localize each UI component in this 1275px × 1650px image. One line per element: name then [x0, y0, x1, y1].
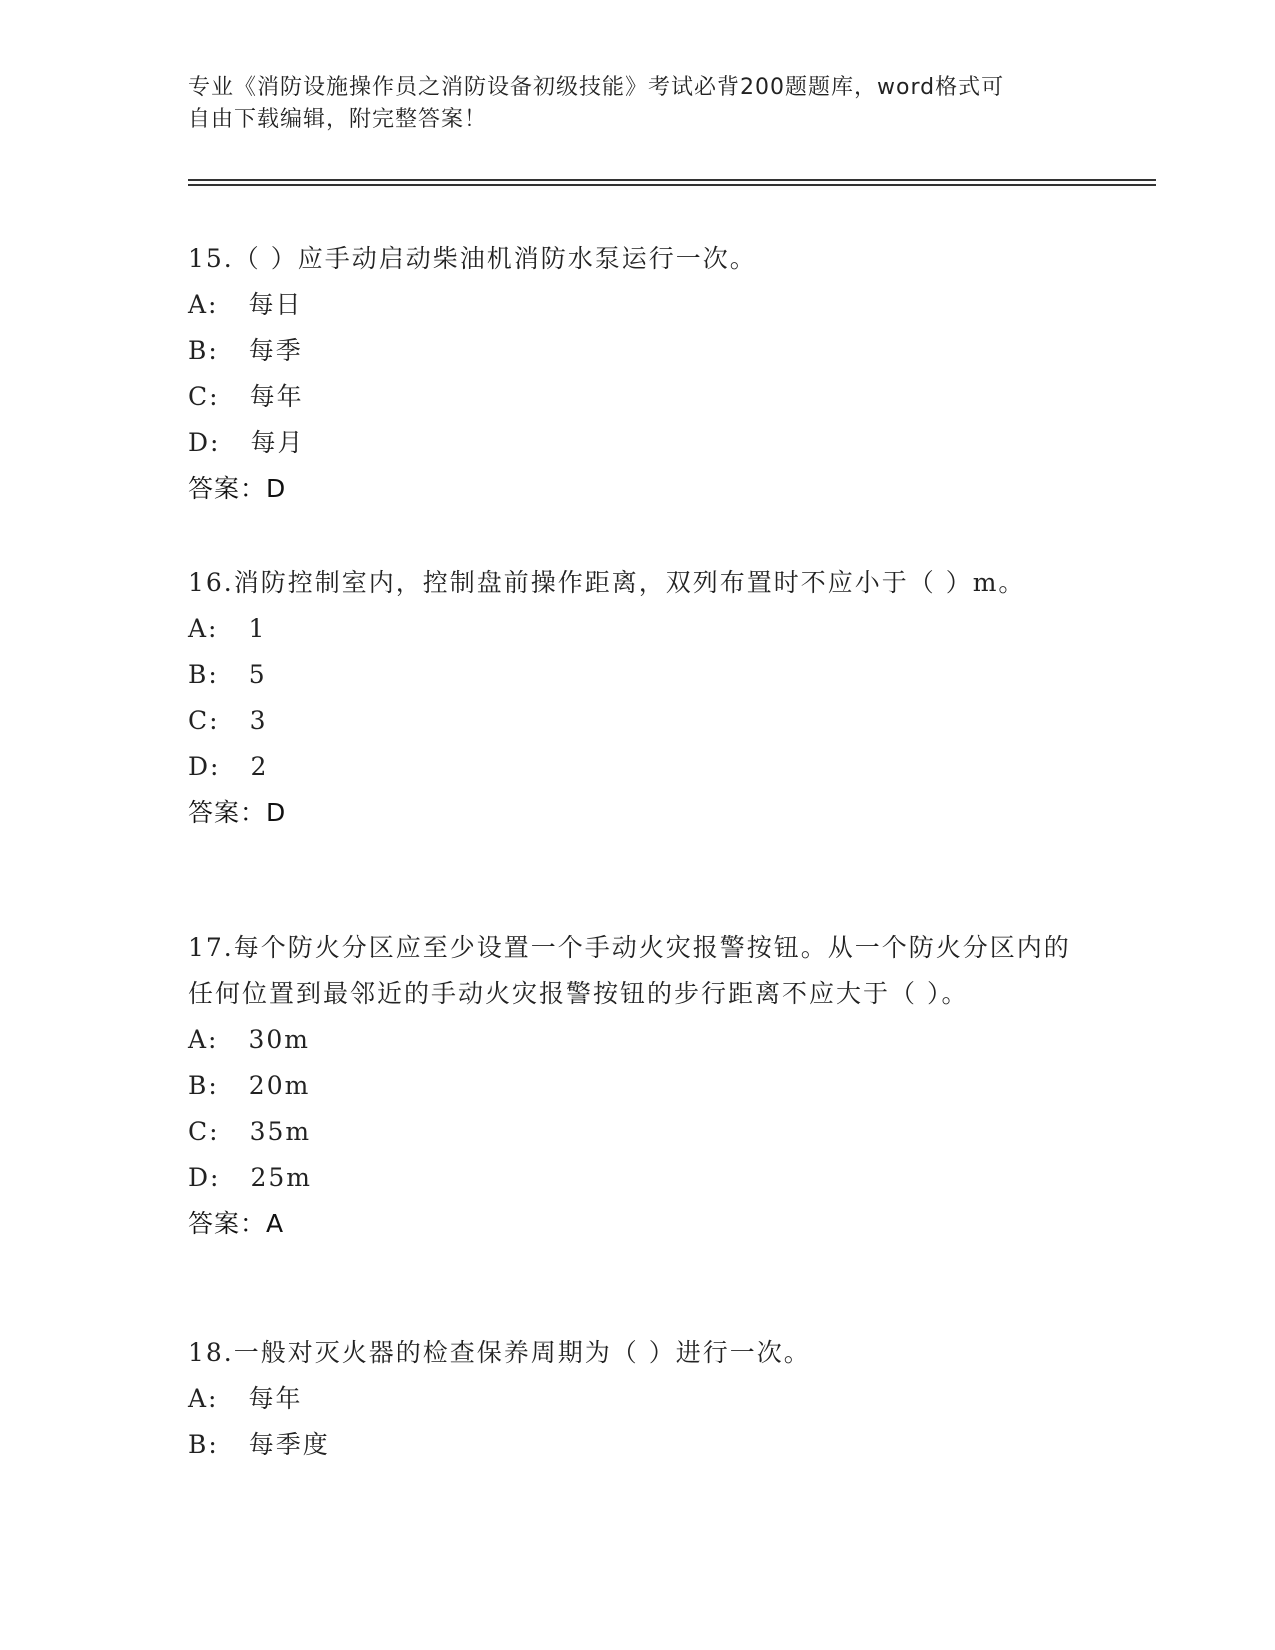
option-key: D:: [188, 1163, 221, 1192]
option-key: C:: [188, 706, 220, 735]
option-d: [188, 420, 1078, 466]
question-17: [188, 925, 1078, 1247]
option-text: 每月: [250, 428, 305, 457]
option-c: [188, 1109, 1078, 1155]
option-text: 每年: [248, 1384, 303, 1413]
option-key: C:: [188, 1117, 220, 1146]
question-stem: 18.一般对灭火器的检查保养周期为（ ）进行一次。: [188, 1338, 811, 1367]
option-c: [188, 374, 1078, 420]
option-d: [188, 1155, 1078, 1201]
option-text: 30m: [248, 1025, 311, 1054]
answer-line: 答案：D: [188, 798, 287, 827]
option-b: [188, 652, 1078, 698]
option-text: 每季: [248, 336, 303, 365]
option-text: 2: [250, 752, 269, 781]
option-text: 每日: [248, 290, 303, 319]
header-divider-bottom: [188, 184, 1156, 186]
option-a: [188, 606, 1078, 652]
option-key: D:: [188, 752, 221, 781]
option-d: [188, 744, 1078, 790]
question-18: [188, 1330, 1078, 1468]
option-key: D:: [188, 428, 221, 457]
option-key: A:: [188, 614, 219, 643]
option-text: 35m: [249, 1117, 312, 1146]
option-key: A:: [188, 290, 219, 319]
answer-line: 答案：A: [188, 1209, 285, 1238]
option-a: [188, 1017, 1078, 1063]
option-a: [188, 282, 1078, 328]
option-text: 每年: [249, 382, 304, 411]
answer-line: 答案：D: [188, 474, 287, 503]
option-key: B:: [188, 1071, 219, 1100]
option-text: 5: [248, 660, 267, 689]
option-key: A:: [188, 1025, 219, 1054]
option-c: [188, 698, 1078, 744]
option-text: 每季度: [248, 1430, 330, 1459]
header-title-line-2: 自由下载编辑，附完整答案！: [188, 107, 488, 132]
header-divider-top: [188, 179, 1156, 181]
question-15: [188, 236, 1078, 512]
option-key: C:: [188, 382, 220, 411]
option-b: [188, 1063, 1078, 1109]
document-header: [188, 72, 1088, 136]
question-16: [188, 560, 1078, 836]
header-title-line-1: 专业《消防设施操作员之消防设备初级技能》考试必背200题题库，word格式可: [188, 75, 1005, 100]
option-text: 20m: [248, 1071, 311, 1100]
option-a: [188, 1376, 1078, 1422]
option-text: 25m: [250, 1163, 312, 1192]
option-b: [188, 1422, 1078, 1468]
question-stem: 17.每个防火分区应至少设置一个手动火灾报警按钮。从一个防火分区内的任何位置到最邻近的手动火灾报警按钮的步行距离不应大于（ ）。: [188, 933, 1071, 1008]
option-key: B:: [188, 1430, 219, 1459]
question-stem: 15.（ ）应手动启动柴油机消防水泵运行一次。: [188, 244, 757, 273]
option-text: 1: [248, 614, 267, 643]
option-key: B:: [188, 660, 219, 689]
option-text: 3: [249, 706, 268, 735]
option-b: [188, 328, 1078, 374]
option-key: A:: [188, 1384, 219, 1413]
question-stem: 16.消防控制室内，控制盘前操作距离，双列布置时不应小于（ ）m。: [188, 568, 1026, 597]
option-key: B:: [188, 336, 219, 365]
